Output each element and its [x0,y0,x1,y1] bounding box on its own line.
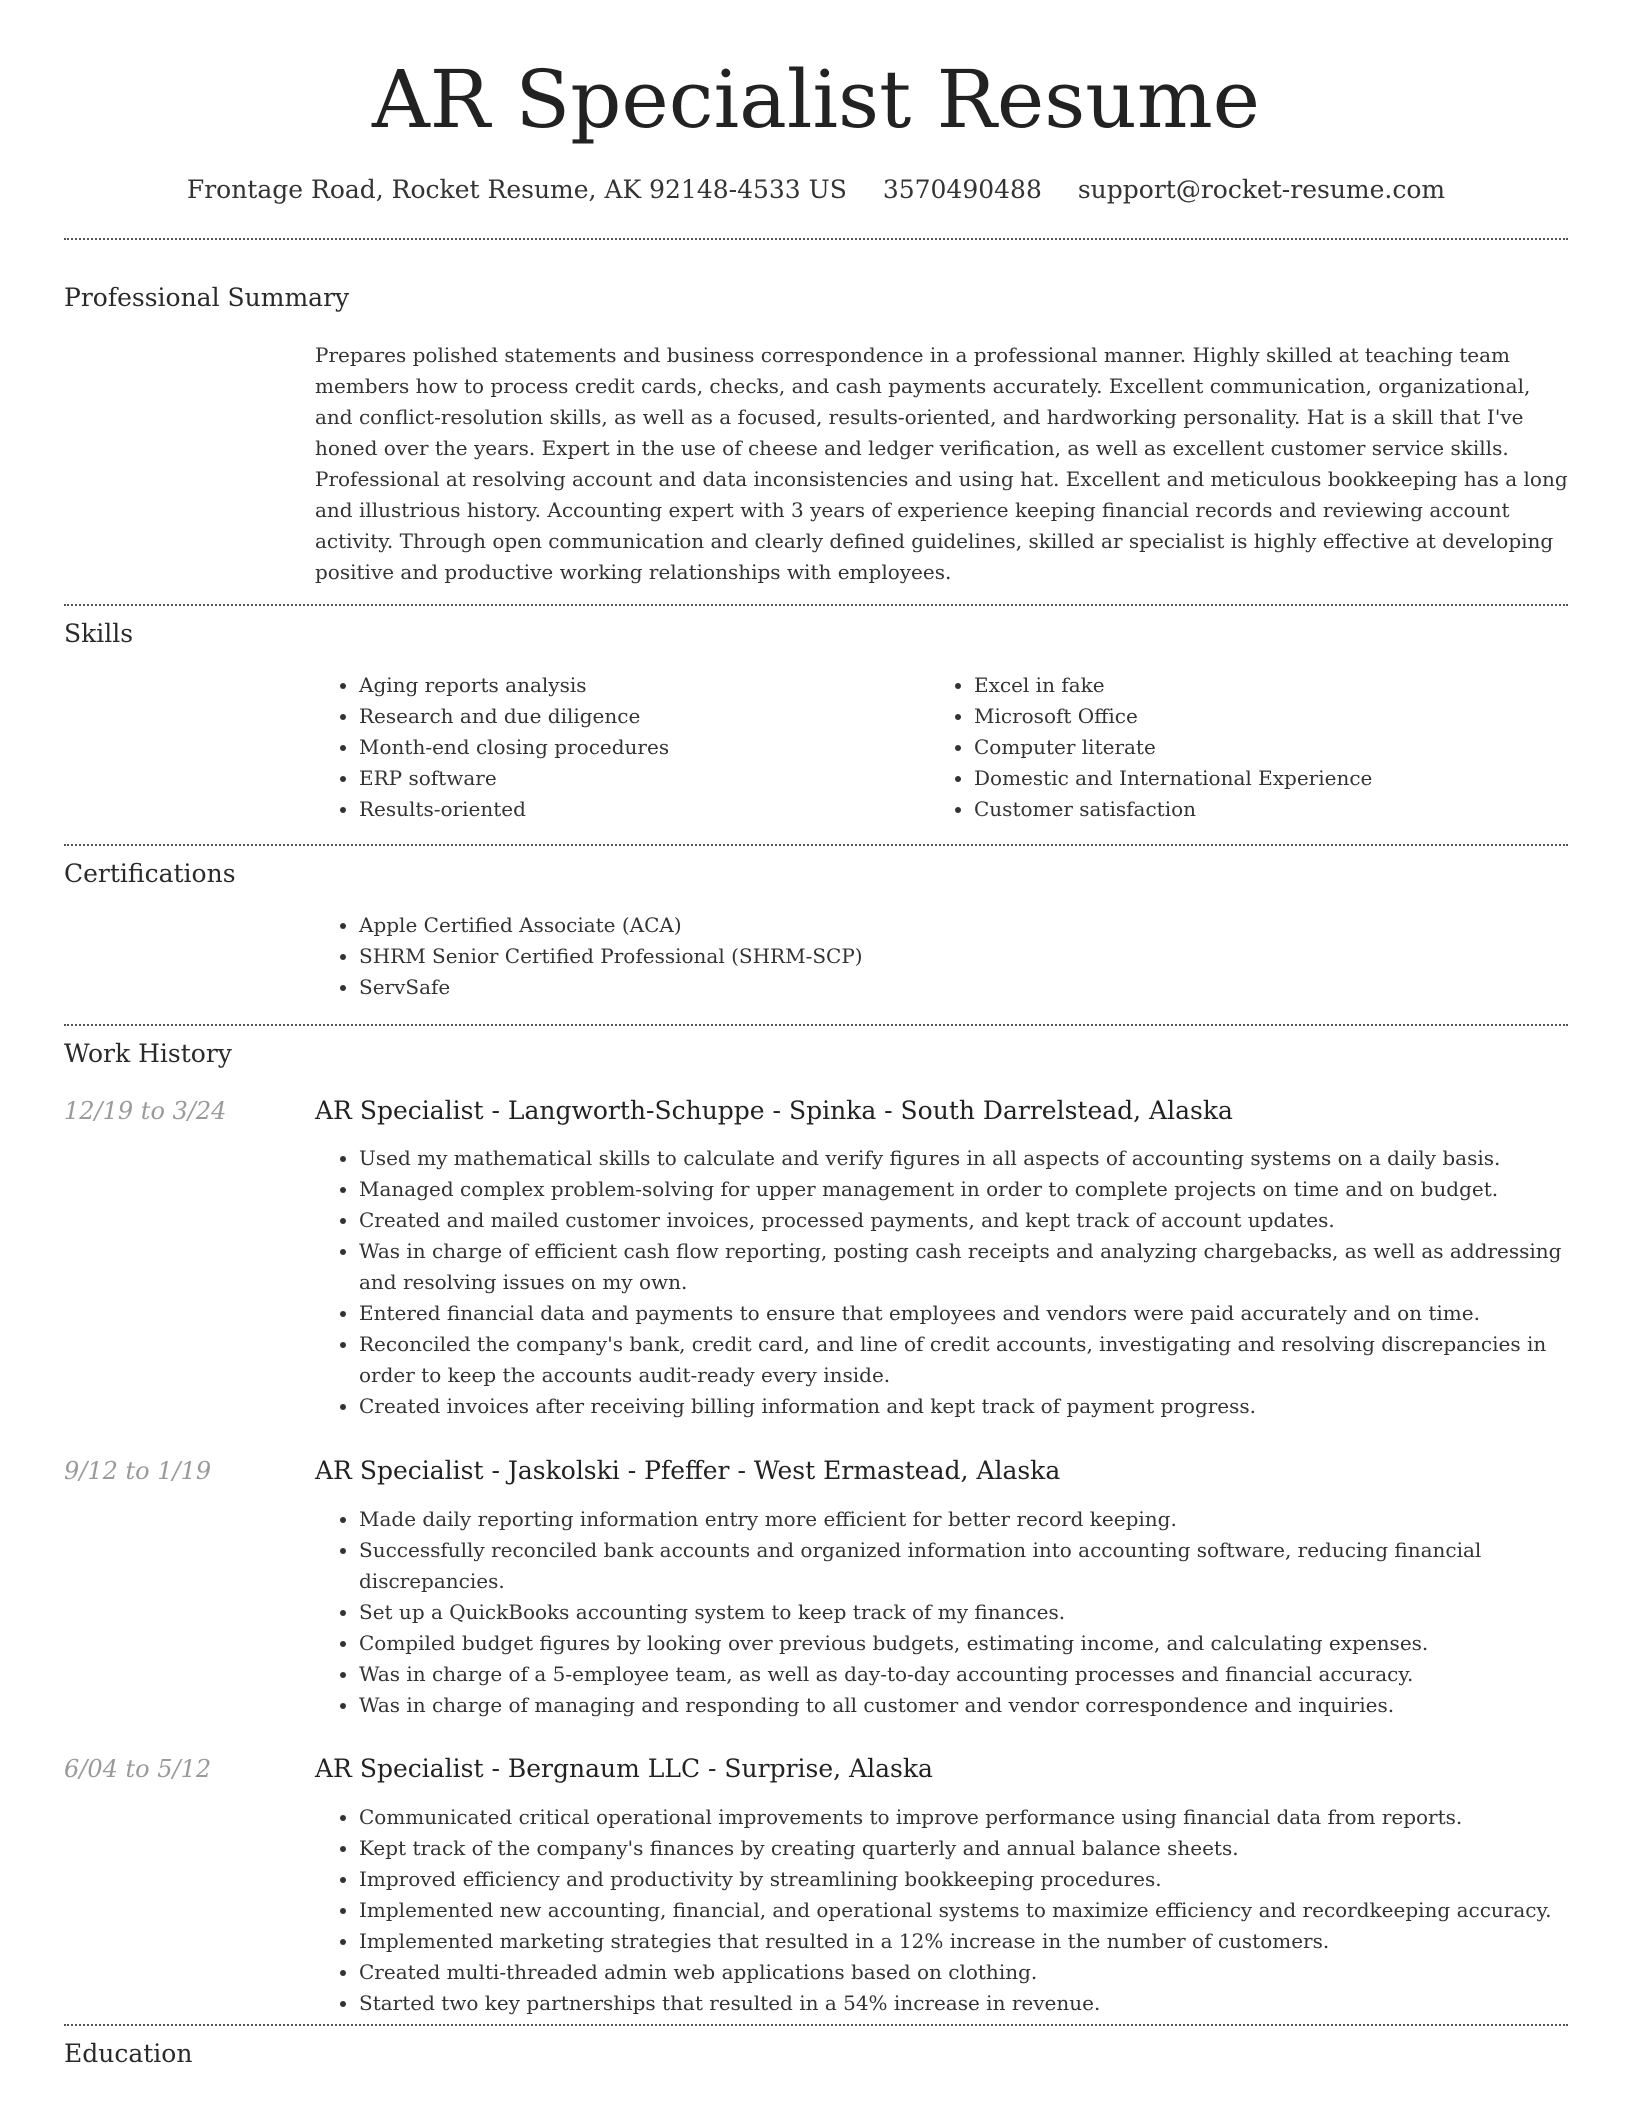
job-bullet: • Kept track of the company's finances by creating quarterly and annual balance sheets. [359,1833,1575,1864]
job-bullet-list [315,1504,1575,1721]
job-bullet: • Created and mailed customer invoices, processed payments, and kept track of account updates. [359,1205,1575,1236]
job-bullet: • Started two key partnerships that resulted in a 54% increase in revenue. [359,1988,1575,2019]
certification-item: • SHRM Senior Certified Professional (SHRM-SCP) [359,941,1215,972]
job-bullet: • Made daily reporting information entry more efficient for better record keeping. [359,1504,1575,1535]
job-bullet: • Improved efficiency and productivity by streamlining bookkeeping procedures. [359,1864,1575,1895]
skills-list-right [930,670,1490,825]
job-bullet: • Was in charge of managing and responding to all customer and vendor correspondence and inquiries. [359,1690,1575,1721]
skill-item: • Computer literate [974,732,1490,763]
job-bullets [315,1143,1575,1422]
job-bullets [315,1802,1575,2019]
resume-title: AR Specialist Resume [371,53,1261,146]
skills-column-right [930,670,1490,825]
section-heading-education: Education [64,2039,193,2068]
job-bullet: • Created multi-threaded admin web applications based on clothing. [359,1957,1575,1988]
section-divider [64,844,1568,846]
job-bullet: • Created invoices after receiving billing information and kept track of payment progress. [359,1391,1575,1422]
skill-item: • Results-oriented [359,794,875,825]
contact-address: Frontage Road, Rocket Resume, AK 92148-4533 US [186,175,847,204]
section-heading-skills: Skills [64,619,134,648]
job-bullet-list [315,1802,1575,2019]
certification-item: • Apple Certified Associate (ACA) [359,910,1215,941]
skill-item: • Aging reports analysis [359,670,875,701]
skill-item: • Excel in fake [974,670,1490,701]
job-dates: 9/12 to 1/19 [64,1457,212,1485]
certifications-block [315,910,1215,1003]
skills-column-left [315,670,875,825]
certification-item: • ServSafe [359,972,1215,1003]
job-dates: 6/04 to 5/12 [64,1755,212,1783]
job-bullet: • Reconciled the company's bank, credit card, and line of credit accounts, investigating and resolving discrepancies in order to keep the accounts audit-ready every inside. [359,1329,1575,1391]
skill-item: • Customer satisfaction [974,794,1490,825]
skills-list-left [315,670,875,825]
contact-phone: 3570490488 [882,175,1042,204]
job-bullet: • Was in charge of efficient cash flow reporting, posting cash receipts and analyzing chargebacks, as well as addressing and resolving issues on my own. [359,1236,1575,1298]
section-divider [64,604,1568,606]
section-heading-certifications: Certifications [64,859,236,888]
job-bullet: • Used my mathematical skills to calculate and verify figures in all aspects of accounting systems on a daily basis. [359,1143,1575,1174]
contact-line [0,170,1632,210]
skill-item: • Research and due diligence [359,701,875,732]
skill-item: • ERP software [359,763,875,794]
skill-item: • Month-end closing procedures [359,732,875,763]
section-divider [64,238,1568,240]
section-divider [64,2024,1568,2026]
job-bullet: • Communicated critical operational improvements to improve performance using financial data from reports. [359,1802,1575,1833]
skill-item: • Domestic and International Experience [974,763,1490,794]
job-dates: 12/19 to 3/24 [64,1097,227,1125]
section-heading-work-history: Work History [64,1039,232,1068]
job-bullet: • Successfully reconciled bank accounts and organized information into accounting software, reducing financial discrepancies. [359,1535,1575,1597]
section-divider [64,1024,1568,1026]
section-heading-summary: Professional Summary [64,283,350,312]
job-bullet: • Implemented new accounting, financial, and operational systems to maximize efficiency and recordkeeping accuracy. [359,1895,1575,1926]
job-bullet: • Entered financial data and payments to ensure that employees and vendors were paid accurately and on time. [359,1298,1575,1329]
job-bullet: • Was in charge of a 5-employee team, as well as day-to-day accounting processes and financial accuracy. [359,1659,1575,1690]
job-bullet: • Compiled budget figures by looking over previous budgets, estimating income, and calculating expenses. [359,1628,1575,1659]
job-bullet-list [315,1143,1575,1422]
job-bullets [315,1504,1575,1721]
job-bullet: • Managed complex problem-solving for upper management in order to complete projects on time and on budget. [359,1174,1575,1205]
certifications-list [315,910,1215,1003]
job-title: AR Specialist - Bergnaum LLC - Surprise, Alaska [315,1754,933,1783]
job-bullet: • Set up a QuickBooks accounting system to keep track of my finances. [359,1597,1575,1628]
job-title: AR Specialist - Langworth-Schuppe - Spinka - South Darrelstead, Alaska [315,1096,1233,1125]
job-bullet: • Implemented marketing strategies that resulted in a 12% increase in the number of customers. [359,1926,1575,1957]
contact-email: support@rocket-resume.com [1077,175,1446,204]
job-title: AR Specialist - Jaskolski - Pfeffer - West Ermastead, Alaska [315,1456,1061,1485]
skill-item: • Microsoft Office [974,701,1490,732]
summary-text: Prepares polished statements and business correspondence in a professional manner. Highly skilled at teaching team members how to process credit cards, checks, and cash payments accurately. Excellent communication, organizational, and conflict-resolution skills, as well as a focused, results-oriented, and hardworking personality. Hat is a skill that I've honed over the years. Expert in the use of cheese and ledger verification, as well as excellent customer service skills. Professional at resolving account and data inconsistencies and using hat. Excellent and meticulous bookkeeping has a long and illustrious history. Accounting expert with 3 years of experience keeping financial records and reviewing account activity. Through open communication and clearly defined guidelines, skilled ar specialist is highly effective at developing positive and productive working relationships with employees. [315,343,1568,584]
